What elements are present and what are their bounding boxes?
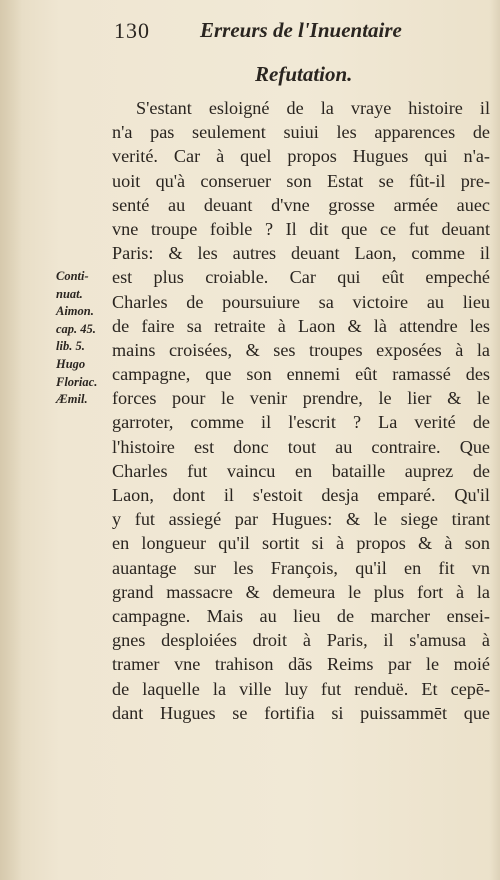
marginal-note-line: Aimon. <box>56 304 94 319</box>
marginal-note-line: Floriac. <box>56 374 98 389</box>
text-line: gnes desploiées droit à Paris, il s'amusa à <box>112 630 490 651</box>
text-line: campagne, que son ennemi eût ramassé des <box>112 364 490 385</box>
marginal-note-line: Conti- <box>56 269 89 283</box>
running-title: Erreurs de l'Inuentaire <box>200 18 402 42</box>
text-line: y fut assiegé par Hugues: & le siege tirant <box>112 509 490 530</box>
page-number: 130 <box>114 18 150 43</box>
text-line: S'estant esloigné de la vraye histoire il <box>136 98 490 118</box>
marginal-note <box>56 268 112 409</box>
text-line: vne troupe foible ? Il dit que ce fut deuant <box>112 218 490 239</box>
text-line: est plus croiable. Car qui eût empeché <box>112 267 490 288</box>
marginal-note-line: nuat. <box>56 286 83 301</box>
marginal-note-line: Æmil. <box>56 392 88 407</box>
text-line: senté au deuant d'vne grosse armée auec <box>112 194 490 215</box>
text-line: de laquelle la ville luy fut renduë. Et cepē- <box>112 678 490 699</box>
text-line: Charles de poursuiure sa victoire au lieu <box>112 291 490 312</box>
text-line: verité. Car à quel propos Hugues qui n'a- <box>112 146 490 167</box>
text-line: grand massacre & demeura le plus fort à la <box>112 581 490 602</box>
running-header <box>112 14 492 44</box>
marginal-note-line: Hugo <box>56 356 86 371</box>
text-line: de faire sa retraite à Laon & là attendre les <box>112 315 490 336</box>
text-line: en longueur qu'il sortit si à propos & à son <box>112 533 490 554</box>
marginal-note-line: cap. 45. <box>56 321 96 336</box>
text-line: l'histoire est donc tout au contraire. Que <box>112 436 490 457</box>
text-line: auantage sur les François, qu'il en fit vn <box>112 557 490 578</box>
text-line: campagne. Mais au lieu de marcher ensei- <box>112 605 490 626</box>
text-line: Paris: & les autres deuant Laon, comme il <box>112 243 490 264</box>
text-line: dant Hugues se fortifia si puissammēt que <box>112 702 490 723</box>
marginal-note-line: lib. 5. <box>56 339 85 354</box>
text-line: n'a pas seulement suiui les apparences de <box>112 122 490 143</box>
text-line: mains croisées, & ses troupes exposées à la <box>112 339 490 360</box>
text-line: garroter, comme il l'escrit ? La verité de <box>112 412 490 433</box>
gutter-shadow <box>0 0 22 880</box>
text-line: tramer vne trahison dãs Reims par le moié <box>112 654 490 675</box>
text-line: uoit qu'à conseruer son Estat se fût-il pre- <box>112 170 490 191</box>
page-edge-shadow <box>490 0 500 880</box>
text-line: forces pour le venir prendre, le lier & le <box>112 388 490 409</box>
text-line: Charles fut vaincu en bataille auprez de <box>112 460 490 481</box>
section-heading: Refutation. <box>255 62 353 86</box>
body-text <box>112 96 490 725</box>
text-line: Laon, dont il s'estoit desja emparé. Qu'il <box>112 485 490 505</box>
